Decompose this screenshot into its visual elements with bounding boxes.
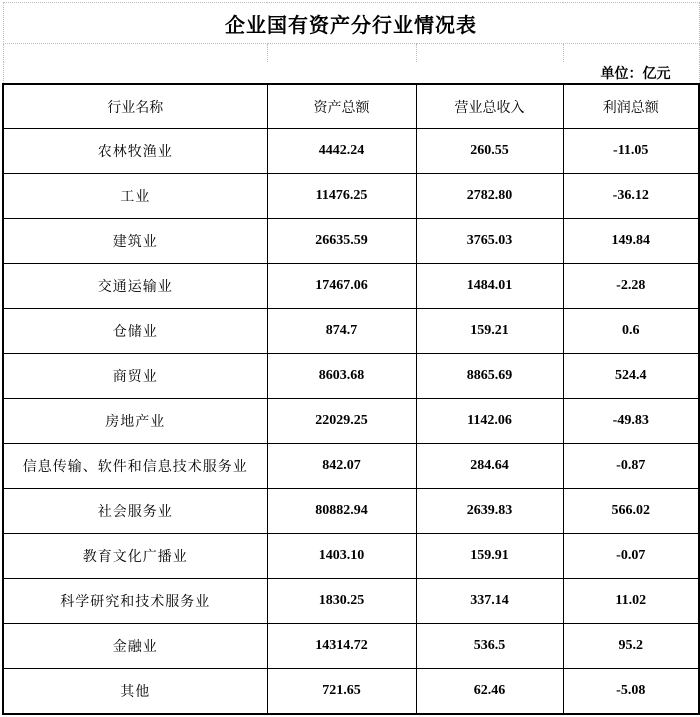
unit-label: 单位：亿元 — [3, 62, 699, 84]
table-row — [3, 534, 699, 579]
unit-row — [3, 62, 699, 84]
profit-cell[interactable]: -0.07 — [563, 534, 699, 579]
profit-cell[interactable]: -11.05 — [563, 129, 699, 174]
table-row — [3, 489, 699, 534]
assets-cell[interactable]: 721.65 — [267, 669, 416, 715]
table-row — [3, 174, 699, 219]
profit-cell[interactable]: 149.84 — [563, 219, 699, 264]
column-header-assets: 资产总额 — [267, 84, 416, 129]
revenue-cell[interactable]: 159.91 — [416, 534, 563, 579]
table-row — [3, 399, 699, 444]
revenue-cell[interactable]: 284.64 — [416, 444, 563, 489]
assets-cell[interactable]: 842.07 — [267, 444, 416, 489]
profit-cell[interactable]: -49.83 — [563, 399, 699, 444]
revenue-cell[interactable]: 1142.06 — [416, 399, 563, 444]
assets-cell[interactable]: 4442.24 — [267, 129, 416, 174]
industry-name-cell[interactable]: 农林牧渔业 — [3, 129, 267, 174]
assets-cell[interactable]: 8603.68 — [267, 354, 416, 399]
blank-cell[interactable] — [563, 44, 699, 63]
blank-cell[interactable] — [3, 44, 267, 63]
table-row — [3, 669, 699, 715]
table-row — [3, 129, 699, 174]
industry-name-cell[interactable]: 社会服务业 — [3, 489, 267, 534]
profit-cell[interactable]: -0.87 — [563, 444, 699, 489]
industry-name-cell[interactable]: 建筑业 — [3, 219, 267, 264]
blank-cell[interactable] — [267, 44, 416, 63]
column-header-profit: 利润总额 — [563, 84, 699, 129]
table-row — [3, 309, 699, 354]
column-header-revenue: 营业总收入 — [416, 84, 563, 129]
profit-cell[interactable]: 566.02 — [563, 489, 699, 534]
profit-cell[interactable]: 11.02 — [563, 579, 699, 624]
industry-assets-table — [2, 2, 700, 715]
profit-cell[interactable]: 524.4 — [563, 354, 699, 399]
table-row — [3, 624, 699, 669]
profit-cell[interactable]: -36.12 — [563, 174, 699, 219]
assets-cell[interactable]: 14314.72 — [267, 624, 416, 669]
table-row — [3, 219, 699, 264]
revenue-cell[interactable]: 8865.69 — [416, 354, 563, 399]
table-row — [3, 444, 699, 489]
revenue-cell[interactable]: 62.46 — [416, 669, 563, 715]
industry-name-cell[interactable]: 交通运输业 — [3, 264, 267, 309]
profit-cell[interactable]: -2.28 — [563, 264, 699, 309]
table-row — [3, 354, 699, 399]
assets-cell[interactable]: 80882.94 — [267, 489, 416, 534]
revenue-cell[interactable]: 2782.80 — [416, 174, 563, 219]
blank-cell[interactable] — [416, 44, 563, 63]
industry-name-cell[interactable]: 金融业 — [3, 624, 267, 669]
industry-name-cell[interactable]: 仓储业 — [3, 309, 267, 354]
header-row — [3, 84, 699, 129]
assets-cell[interactable]: 874.7 — [267, 309, 416, 354]
industry-name-cell[interactable]: 工业 — [3, 174, 267, 219]
revenue-cell[interactable]: 1484.01 — [416, 264, 563, 309]
revenue-cell[interactable]: 2639.83 — [416, 489, 563, 534]
industry-name-cell[interactable]: 商贸业 — [3, 354, 267, 399]
revenue-cell[interactable]: 159.21 — [416, 309, 563, 354]
industry-name-cell[interactable]: 教育文化广播业 — [3, 534, 267, 579]
table-row — [3, 264, 699, 309]
column-header-industry: 行业名称 — [3, 84, 267, 129]
assets-cell[interactable]: 22029.25 — [267, 399, 416, 444]
profit-cell[interactable]: -5.08 — [563, 669, 699, 715]
profit-cell[interactable]: 95.2 — [563, 624, 699, 669]
assets-cell[interactable]: 1830.25 — [267, 579, 416, 624]
title-row — [3, 3, 699, 44]
revenue-cell[interactable]: 260.55 — [416, 129, 563, 174]
blank-row — [3, 44, 699, 63]
assets-cell[interactable]: 11476.25 — [267, 174, 416, 219]
assets-cell[interactable]: 1403.10 — [267, 534, 416, 579]
industry-name-cell[interactable]: 其他 — [3, 669, 267, 715]
revenue-cell[interactable]: 3765.03 — [416, 219, 563, 264]
table-row — [3, 579, 699, 624]
industry-name-cell[interactable]: 科学研究和技术服务业 — [3, 579, 267, 624]
industry-name-cell[interactable]: 信息传输、软件和信息技术服务业 — [3, 444, 267, 489]
industry-name-cell[interactable]: 房地产业 — [3, 399, 267, 444]
profit-cell[interactable]: 0.6 — [563, 309, 699, 354]
assets-cell[interactable]: 17467.06 — [267, 264, 416, 309]
revenue-cell[interactable]: 337.14 — [416, 579, 563, 624]
table-title: 企业国有资产分行业情况表 — [3, 3, 699, 44]
assets-cell[interactable]: 26635.59 — [267, 219, 416, 264]
revenue-cell[interactable]: 536.5 — [416, 624, 563, 669]
